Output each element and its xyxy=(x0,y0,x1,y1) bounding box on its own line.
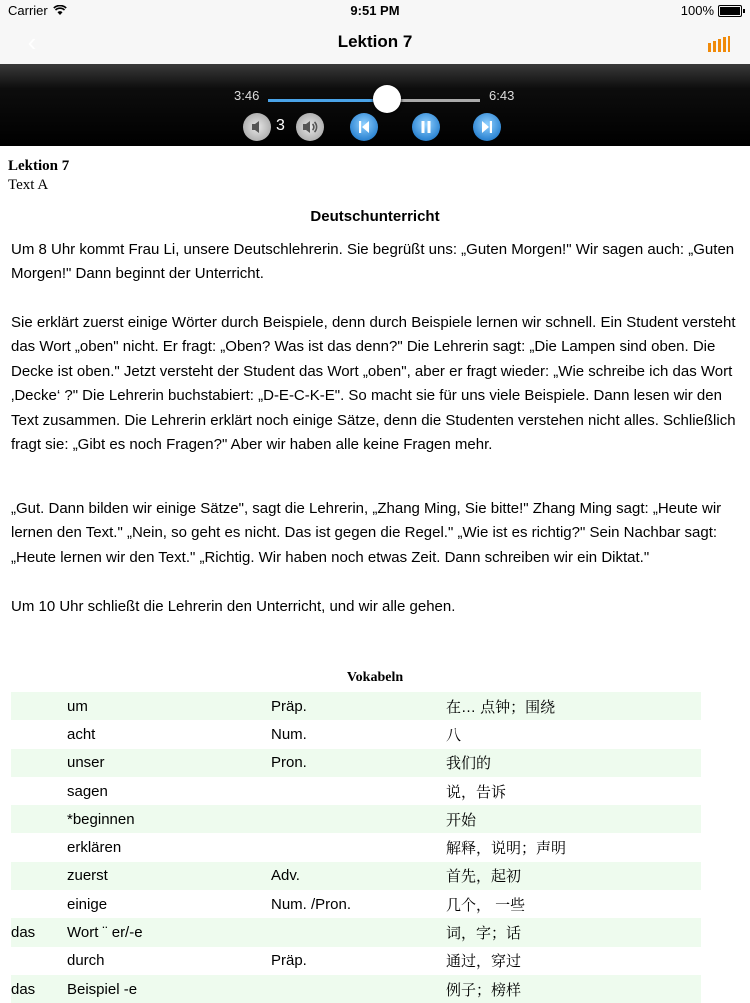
skip-back-icon xyxy=(350,113,378,141)
vocab-row xyxy=(11,749,701,777)
lesson-subtitle: Text A xyxy=(8,177,49,193)
vocab-article xyxy=(11,833,67,861)
text-heading: Deutschunterricht xyxy=(310,208,440,225)
vocab-article xyxy=(11,862,67,890)
vocab-row xyxy=(11,975,701,1003)
equalizer-icon[interactable] xyxy=(708,36,730,52)
vocab-meaning: 通过，穿过 xyxy=(446,953,522,971)
vocab-meaning: 八 xyxy=(446,726,462,744)
vocab-meaning: 几个， 一些 xyxy=(446,896,526,914)
vocab-row xyxy=(11,692,701,720)
carrier-text: Carrier xyxy=(8,3,48,18)
vocab-meaning: 解释，说明；声明 xyxy=(446,840,567,858)
paragraph: Um 10 Uhr schließt die Lehrerin den Unterricht, und wir alle gehen. xyxy=(11,598,456,615)
paragraph: Sie erklärt zuerst einige Wörter durch Beispiele, denn durch Beispiele lernen wir schnell. Ein Student versteht das Wort „oben" nicht. Er fragt: „Oben? Was ist das denn?" Die Lehrerin sagt: „Die Lampen sind oben. Die Decke ist oben." Jetzt versteht der Student das Wort „oben", aber er fragt wieder: „Wie schreibe ich das Wort ‚Decke‘ ?" Die Lehrerin buchstabiert: „D-E-C-K-E". So macht sie für uns viele Beispiele. Dann lesen wir den Text zusammen. Die Lehrerin erklärt noch einige Sätze, denn die Studenten verstehen nicht alles. Schließlich fragt sie: „Gibt es noch Fragen?" Aber wir haben alle keine Fragen mehr. xyxy=(11,314,736,454)
vocab-row xyxy=(11,805,701,833)
page-title: Lektion 7 xyxy=(337,32,413,51)
vocab-word: Wort ¨ er/-e xyxy=(67,918,271,946)
elapsed-time: 3:46 xyxy=(234,88,260,103)
vocab-meaning: 说，告诉 xyxy=(446,783,507,801)
nav-bar xyxy=(0,22,750,65)
vocab-word: Beispiel -e xyxy=(67,975,271,1003)
progress-thumb[interactable] xyxy=(373,85,401,113)
vocab-row xyxy=(11,777,701,805)
vocab-row xyxy=(11,890,701,918)
vocab-type: Präp. xyxy=(271,952,307,970)
vocab-article: das xyxy=(11,975,67,1003)
vocab-meaning: 开始 xyxy=(446,805,701,833)
vocab-article xyxy=(11,720,67,748)
vocab-row xyxy=(11,720,701,748)
vocab-meaning: 我们的 xyxy=(446,749,701,777)
vocab-type xyxy=(271,975,446,1003)
vocab-word: unser xyxy=(67,749,271,777)
vocab-type xyxy=(271,833,446,861)
previous-track-button[interactable] xyxy=(350,113,378,141)
vocab-type: Präp. xyxy=(271,692,446,720)
pause-icon xyxy=(412,113,440,141)
vocab-article xyxy=(11,805,67,833)
vocab-row xyxy=(11,918,701,946)
vocab-word: *beginnen xyxy=(67,805,271,833)
lesson-title: Lektion 7 xyxy=(8,158,70,174)
vocab-type xyxy=(271,777,446,805)
speaker-low-icon xyxy=(243,113,271,141)
vocab-row xyxy=(11,862,701,890)
back-button[interactable]: ‹ xyxy=(27,27,37,57)
vocab-type: Adv. xyxy=(271,862,446,890)
paragraph: Um 8 Uhr kommt Frau Li, unsere Deutschlehrerin. Sie begrüßt uns: „Guten Morgen!" Wir sagen auch: „Guten Morgen!" Dann beginnt der Unterricht. xyxy=(11,241,735,283)
skip-forward-icon xyxy=(473,113,501,141)
vocab-type xyxy=(271,918,446,946)
battery-percent: 100% xyxy=(680,3,714,18)
vocab-type: Pron. xyxy=(271,749,446,777)
volume-up-button[interactable] xyxy=(296,113,324,141)
vocab-word: erklären xyxy=(67,839,122,857)
vocab-meaning: 词，字；话 xyxy=(446,918,701,946)
vocab-word: zuerst xyxy=(67,862,271,890)
vocab-type: Num. xyxy=(271,725,307,743)
status-bar xyxy=(0,0,750,22)
paragraph: „Gut. Dann bilden wir einige Sätze", sagt die Lehrerin, „Zhang Ming, Sie bitte!" Zhang Ming sagt: „Heute wir lernen den Text." „Nein, so geht es nicht. Das ist gegen die Regel." „Wie ist es richtig?" Sein Nachbar sagt: „Heute lernen wir den Text." „Richtig. Wir haben noch etwas Zeit. Dann schreiben wir ein Diktat." xyxy=(11,500,722,566)
vocab-row xyxy=(11,833,701,861)
vocab-word: durch xyxy=(67,952,105,970)
vocab-article: das xyxy=(11,918,67,946)
vocab-article xyxy=(11,777,67,805)
volume-down-button[interactable] xyxy=(243,113,271,141)
vocab-article xyxy=(11,890,67,918)
vocab-word: einige xyxy=(67,895,108,913)
vocab-word: um xyxy=(67,692,271,720)
total-time: 6:43 xyxy=(489,88,515,103)
vocab-row xyxy=(11,947,701,975)
vocab-word: acht xyxy=(67,725,96,743)
vocab-article xyxy=(11,749,67,777)
vocab-word: sagen xyxy=(67,782,108,800)
vocab-meaning: 在… 点钟；围绕 xyxy=(446,692,701,720)
pause-button[interactable] xyxy=(412,113,440,141)
next-track-button[interactable] xyxy=(473,113,501,141)
vocab-meaning: 例子；榜样 xyxy=(446,975,701,1003)
speaker-high-icon xyxy=(296,113,324,141)
battery-icon xyxy=(718,5,742,17)
vocab-meaning: 首先，起初 xyxy=(446,862,701,890)
vocab-article xyxy=(11,947,67,975)
clock: 9:51 PM xyxy=(350,3,400,18)
vocab-type xyxy=(271,805,446,833)
volume-level: 3 xyxy=(276,117,285,134)
vocab-table xyxy=(11,692,701,1003)
vocab-type: Num. /Pron. xyxy=(271,895,352,913)
audio-player xyxy=(0,64,750,146)
vocab-article xyxy=(11,692,67,720)
progress-fill xyxy=(268,99,387,102)
vocab-title: Vokabeln xyxy=(346,670,404,685)
